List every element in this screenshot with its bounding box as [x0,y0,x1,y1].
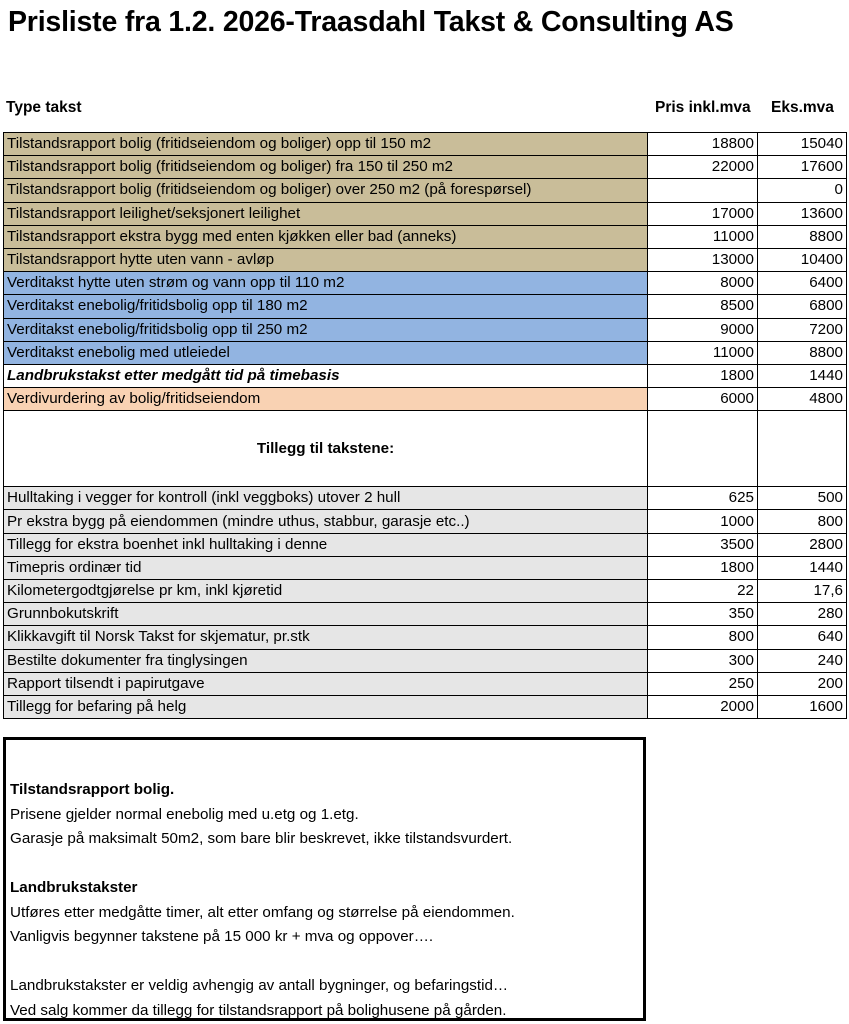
table-row [4,580,847,603]
notes-heading-tilstand: Tilstandsrapport bolig. [10,781,175,798]
price-eks: 0 [758,179,847,202]
table-row [4,533,847,556]
price-incl: 625 [648,487,758,510]
price-incl: 8500 [648,295,758,318]
row-label: Rapport tilsendt i papirutgave [4,672,648,695]
price-incl: 1800 [648,364,758,387]
table-row [4,695,847,718]
notes-spacer [10,950,643,975]
row-label: Kilometergodtgjørelse pr km, inkl kjøretid [4,580,648,603]
price-incl: 22000 [648,156,758,179]
price-eks: 17600 [758,156,847,179]
row-label: Tilstandsrapport bolig (fritidseiendom og boliger) fra 150 til 250 m2 [4,156,648,179]
table-row [4,202,847,225]
price-eks: 6400 [758,272,847,295]
table-row [4,248,847,271]
row-label: Tilstandsrapport bolig (fritidseiendom og boliger) over 250 m2 (på forespørsel) [4,179,648,202]
row-label: Pr ekstra bygg på eiendommen (mindre uthus, stabbur, garasje etc..) [4,510,648,533]
price-eks: 7200 [758,318,847,341]
notes-line: Utføres etter medgåtte timer, alt etter omfang og størrelse på eiendommen. [10,903,515,921]
row-label: Tilstandsrapport bolig (fritidseiendom og boliger) opp til 150 m2 [4,133,648,156]
table-row [4,649,847,672]
row-label: Tilstandsrapport leilighet/seksjonert leilighet [4,202,648,225]
notes-heading-landbruk: Landbrukstakster [10,879,138,896]
table-row [4,556,847,579]
row-label: Verditakst hytte uten strøm og vann opp til 110 m2 [4,272,648,295]
row-label: Verditakst enebolig/fritidsbolig opp til 250 m2 [4,318,648,341]
row-label: Timepris ordinær tid [4,556,648,579]
price-incl: 1800 [648,556,758,579]
price-eks: 13600 [758,202,847,225]
table-row [4,487,847,510]
price-incl: 11000 [648,225,758,248]
notes-line: Vanligvis begynner takstene på 15 000 kr + mva og oppover…. [10,928,434,945]
price-incl: 13000 [648,248,758,271]
table-row [4,672,847,695]
price-eks: 8800 [758,341,847,364]
price-eks: 17,6 [758,580,847,603]
notes-line: Ved salg kommer da tillegg for tilstandsrapport på bolighusene på gården. [10,1001,507,1019]
table-row [4,318,847,341]
price-incl [648,179,758,202]
row-label: Landbrukstakst etter medgått tid på timebasis [4,364,648,387]
table-row [4,603,847,626]
price-eks: 2800 [758,533,847,556]
table-row [4,179,847,202]
price-eks: 6800 [758,295,847,318]
row-label: Klikkavgift til Norsk Takst for skjematur, pr.stk [4,626,648,649]
price-eks: 640 [758,626,847,649]
table-row [4,626,847,649]
row-label: Verdivurdering av bolig/fritidseiendom [4,388,648,411]
row-label: Tilstandsrapport hytte uten vann - avløp [4,248,648,271]
price-incl: 3500 [648,533,758,556]
table-row [4,388,847,411]
price-eks: 1440 [758,556,847,579]
price-incl: 11000 [648,341,758,364]
notes-line: Garasje på maksimalt 50m2, som bare blir beskrevet, ikke tilstandsvurdert. [10,830,513,847]
row-label: Tillegg for ekstra boenhet inkl hulltaking i denne [4,533,648,556]
table-row [4,156,847,179]
price-incl: 1000 [648,510,758,533]
price-eks: 280 [758,603,847,626]
row-label: Tilstandsrapport ekstra bygg med enten kjøkken eller bad (anneks) [4,225,648,248]
section-row [4,411,847,487]
price-incl: 300 [648,649,758,672]
column-header-eks-mva: Eks.mva [771,99,834,116]
price-eks: 1600 [758,695,847,718]
price-incl: 2000 [648,695,758,718]
empty-cell [648,411,758,487]
price-incl: 18800 [648,133,758,156]
price-incl: 8000 [648,272,758,295]
notes-line: Landbrukstakster er veldig avhengig av antall bygninger, og befaringstid… [10,977,509,994]
column-header-type: Type takst [6,99,82,116]
table-row [4,225,847,248]
row-label: Verditakst enebolig/fritidsbolig opp til 180 m2 [4,295,648,318]
price-incl: 9000 [648,318,758,341]
table-row [4,510,847,533]
price-eks: 4800 [758,388,847,411]
price-incl: 17000 [648,202,758,225]
price-incl: 22 [648,580,758,603]
notes-line: Prisene gjelder normal enebolig med u.etg og 1.etg. [10,805,359,823]
notes-box [3,737,646,1021]
price-incl: 800 [648,626,758,649]
price-eks: 200 [758,672,847,695]
notes-spacer [10,852,643,877]
row-label: Verditakst enebolig med utleiedel [4,341,648,364]
price-incl: 350 [648,603,758,626]
row-label: Grunnbokutskrift [4,603,648,626]
price-eks: 10400 [758,248,847,271]
page-title: Prisliste fra 1.2. 2026-Traasdahl Takst & Consulting AS [8,6,734,38]
price-incl: 6000 [648,388,758,411]
price-eks: 800 [758,510,847,533]
table-row [4,341,847,364]
tillegg-heading: Tillegg til takstene: [4,411,648,487]
table-row [4,133,847,156]
price-table [3,132,847,719]
empty-cell [758,411,847,487]
price-eks: 1440 [758,364,847,387]
price-eks: 8800 [758,225,847,248]
price-eks: 15040 [758,133,847,156]
table-row [4,295,847,318]
table-row [4,272,847,295]
price-incl: 250 [648,672,758,695]
row-label: Tillegg for befaring på helg [4,695,648,718]
price-eks: 500 [758,487,847,510]
row-label: Hulltaking i vegger for kontroll (inkl veggboks) utover 2 hull [4,487,648,510]
row-label: Bestilte dokumenter fra tinglysingen [4,649,648,672]
price-eks: 240 [758,649,847,672]
table-row [4,364,847,387]
column-header-incl-mva: Pris inkl.mva [655,99,751,116]
